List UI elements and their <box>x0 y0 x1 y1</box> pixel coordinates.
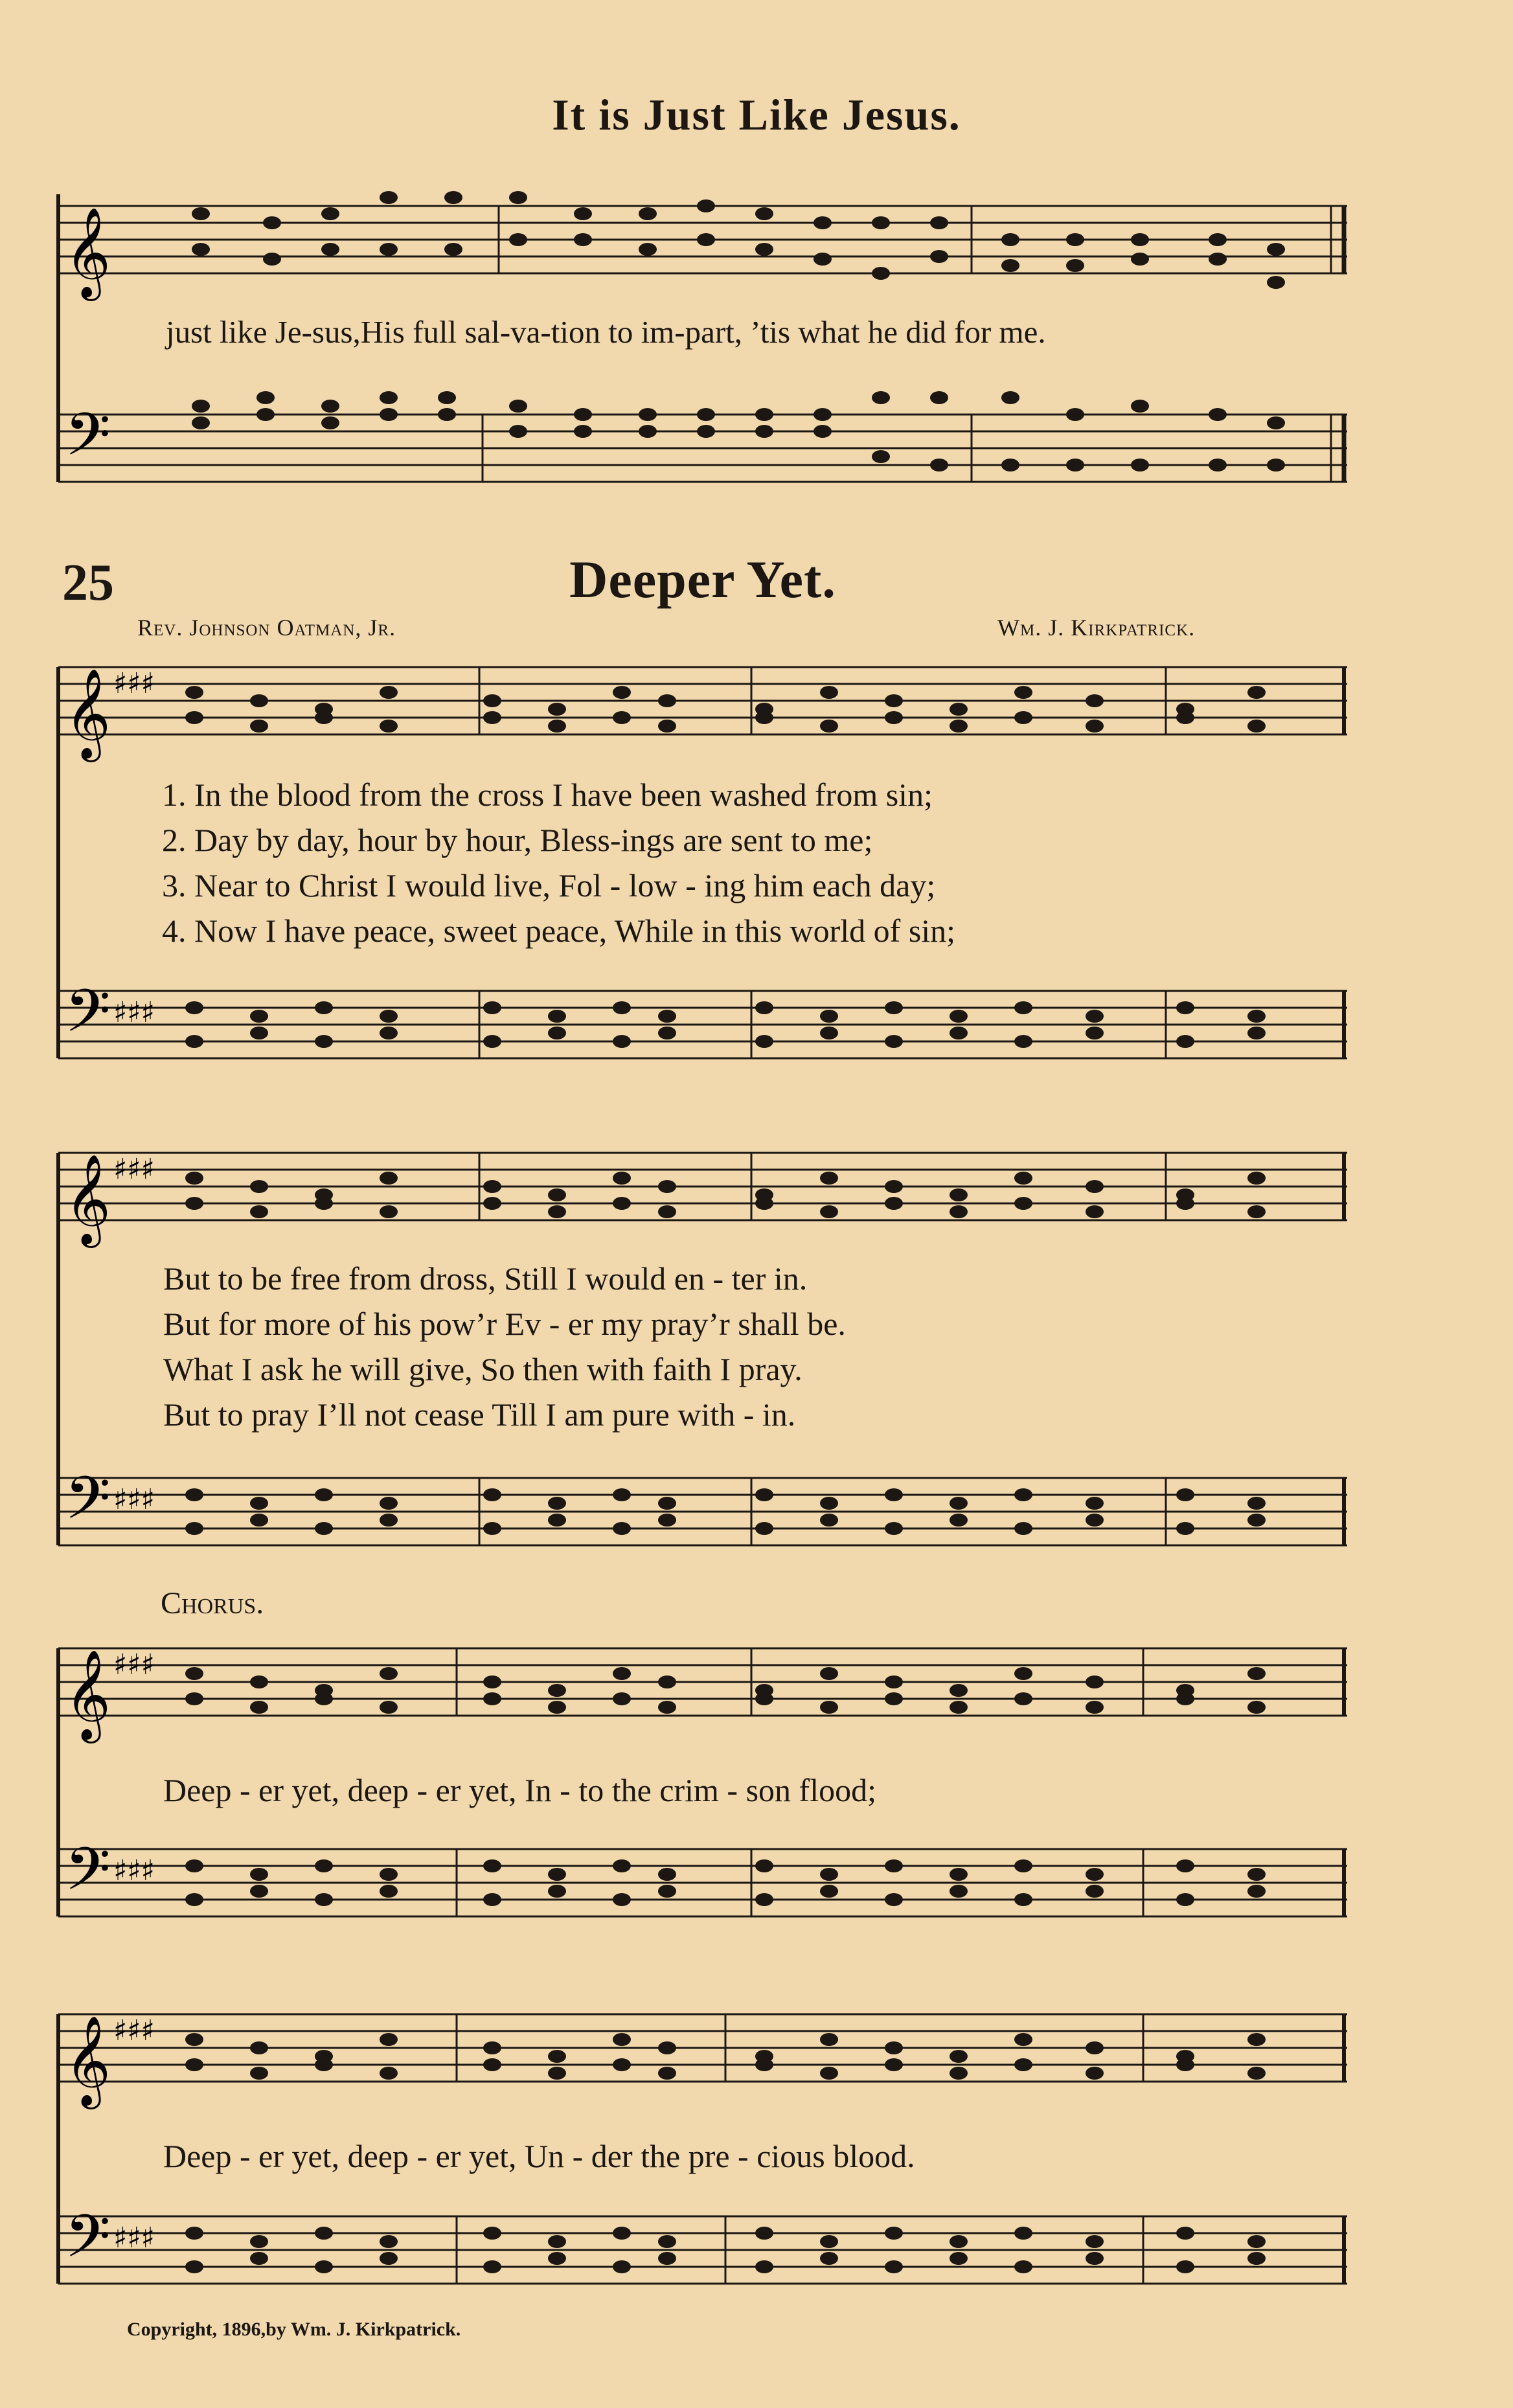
verse-line: But for more of his pow’r Ev - er my pray’r shall be. <box>163 1306 846 1342</box>
hymn-author: Rev. Johnson Oatman, Jr. <box>137 615 396 641</box>
note-head <box>380 2235 398 2248</box>
note-head <box>820 2067 838 2080</box>
note-head <box>885 2227 903 2240</box>
note-head <box>820 2235 838 2248</box>
key-signature-icon: ♯♯♯ <box>113 996 155 1029</box>
note-head <box>658 2235 676 2248</box>
treble-clef-icon: 𝄞 <box>65 1154 111 1244</box>
note-head <box>658 2252 676 2265</box>
note-head <box>1014 2033 1032 2046</box>
note-head <box>185 2227 203 2240</box>
note-head <box>1176 2227 1194 2240</box>
note-head <box>613 2227 631 2240</box>
chorus-line-1: Deep - er yet, deep - er yet, In - to the crim - son flood; <box>163 1772 876 1808</box>
note-head <box>820 2033 838 2046</box>
svg-text:𝄞: 𝄞 <box>65 207 111 297</box>
note-head <box>380 2033 398 2046</box>
key-signature-icon: ♯♯♯ <box>113 1648 155 1681</box>
treble-clef-icon: 𝄞 <box>65 668 111 758</box>
note-head <box>1086 2252 1104 2265</box>
key-signature-icon: ♯♯♯ <box>113 2221 155 2255</box>
note-head <box>380 2252 398 2265</box>
key-signature-icon: ♯♯♯ <box>113 2014 155 2047</box>
key-signature-icon: ♯♯♯ <box>113 1854 155 1887</box>
hymn-number: 25 <box>62 554 114 611</box>
note-head <box>658 2067 676 2080</box>
note-head <box>755 2227 773 2240</box>
bass-clef-icon: 𝄢 <box>65 1464 111 1547</box>
note-head <box>315 2058 333 2071</box>
note-head <box>1086 2235 1104 2248</box>
note-head <box>315 2227 333 2240</box>
chorus-label: Chorus. <box>161 1586 264 1620</box>
note-head <box>483 2227 501 2240</box>
verse-line: 2. Day by day, hour by hour, Bless-ings are sent to me; <box>162 822 873 858</box>
note-head <box>820 2252 838 2265</box>
bass-clef-icon: 𝄢 <box>65 977 111 1060</box>
note-head <box>613 2260 631 2273</box>
note-head <box>1247 2235 1266 2248</box>
note-head <box>548 2067 566 2080</box>
note-head <box>658 2041 676 2054</box>
note-head <box>483 2041 501 2054</box>
note-head <box>315 2260 333 2273</box>
treble-clef-icon: 𝄞 <box>65 2016 111 2106</box>
note-head <box>250 2235 268 2248</box>
note-head <box>250 2252 268 2265</box>
note-head <box>483 2058 501 2071</box>
note-head <box>885 2260 903 2273</box>
prev-hymn-lyric: just like Je-sus,His full sal-va-tion to im-part, ’tis what he did for me. <box>166 314 1046 350</box>
bass-clef-icon: 𝄢 <box>65 2202 111 2285</box>
note-head <box>1014 2058 1032 2071</box>
verse-line: But to pray I’ll not cease Till I am pure with - in. <box>163 1396 796 1433</box>
note-head <box>483 2260 501 2273</box>
note-head <box>1247 2033 1266 2046</box>
note-head <box>185 2058 203 2071</box>
hymn-composer: Wm. J. Kirkpatrick. <box>997 615 1196 641</box>
note-head <box>613 2058 631 2071</box>
note-head <box>1014 2227 1032 2240</box>
verse-line: What I ask he will give, So then with faith I pray. <box>163 1351 802 1387</box>
verse-line: But to be free from dross, Still I would en - ter in. <box>163 1260 808 1297</box>
prev-hymn-title: It is Just Like Jesus. <box>552 90 961 139</box>
note-head <box>548 2050 566 2063</box>
note-head <box>885 2058 903 2071</box>
note-head <box>950 2067 968 2080</box>
svg-text:𝄢: 𝄢 <box>65 400 111 483</box>
key-signature-icon: ♯♯♯ <box>113 667 155 700</box>
note-head <box>950 2252 968 2265</box>
note-head <box>1247 2252 1266 2265</box>
note-head <box>1014 2260 1032 2273</box>
note-head <box>250 2041 268 2054</box>
note-head <box>185 2260 203 2273</box>
note-head <box>250 2067 268 2080</box>
note-head <box>548 2252 566 2265</box>
note-head <box>755 2260 773 2273</box>
bass-clef-icon: 𝄢 <box>65 1835 111 1918</box>
verse-line: 4. Now I have peace, sweet peace, While in this world of sin; <box>162 913 956 949</box>
note-head <box>1247 2067 1266 2080</box>
verse-line: 1. In the blood from the cross I have been washed from sin; <box>162 777 933 813</box>
treble-clef-icon: 𝄞 <box>65 1650 111 1740</box>
chorus-line-2: Deep - er yet, deep - er yet, Un - der the pre - cious blood. <box>163 2138 915 2174</box>
note-head <box>1086 2067 1104 2080</box>
note-head <box>950 2050 968 2063</box>
note-head <box>1176 2260 1194 2273</box>
note-head <box>613 2033 631 2046</box>
note-head <box>1086 2041 1104 2054</box>
key-signature-icon: ♯♯♯ <box>113 1153 155 1186</box>
note-head <box>1176 2058 1194 2071</box>
note-head <box>885 2041 903 2054</box>
note-head <box>380 2067 398 2080</box>
note-head <box>755 2058 773 2071</box>
hymn-title: Deeper Yet. <box>569 550 836 609</box>
note-head <box>950 2235 968 2248</box>
key-signature-icon: ♯♯♯ <box>113 1483 155 1516</box>
verse-line: 3. Near to Christ I would live, Fol - low - ing him each day; <box>162 867 936 903</box>
note-head <box>548 2235 566 2248</box>
copyright-notice: Copyright, 1896,by Wm. J. Kirkpatrick. <box>127 2319 461 2340</box>
note-head <box>185 2033 203 2046</box>
